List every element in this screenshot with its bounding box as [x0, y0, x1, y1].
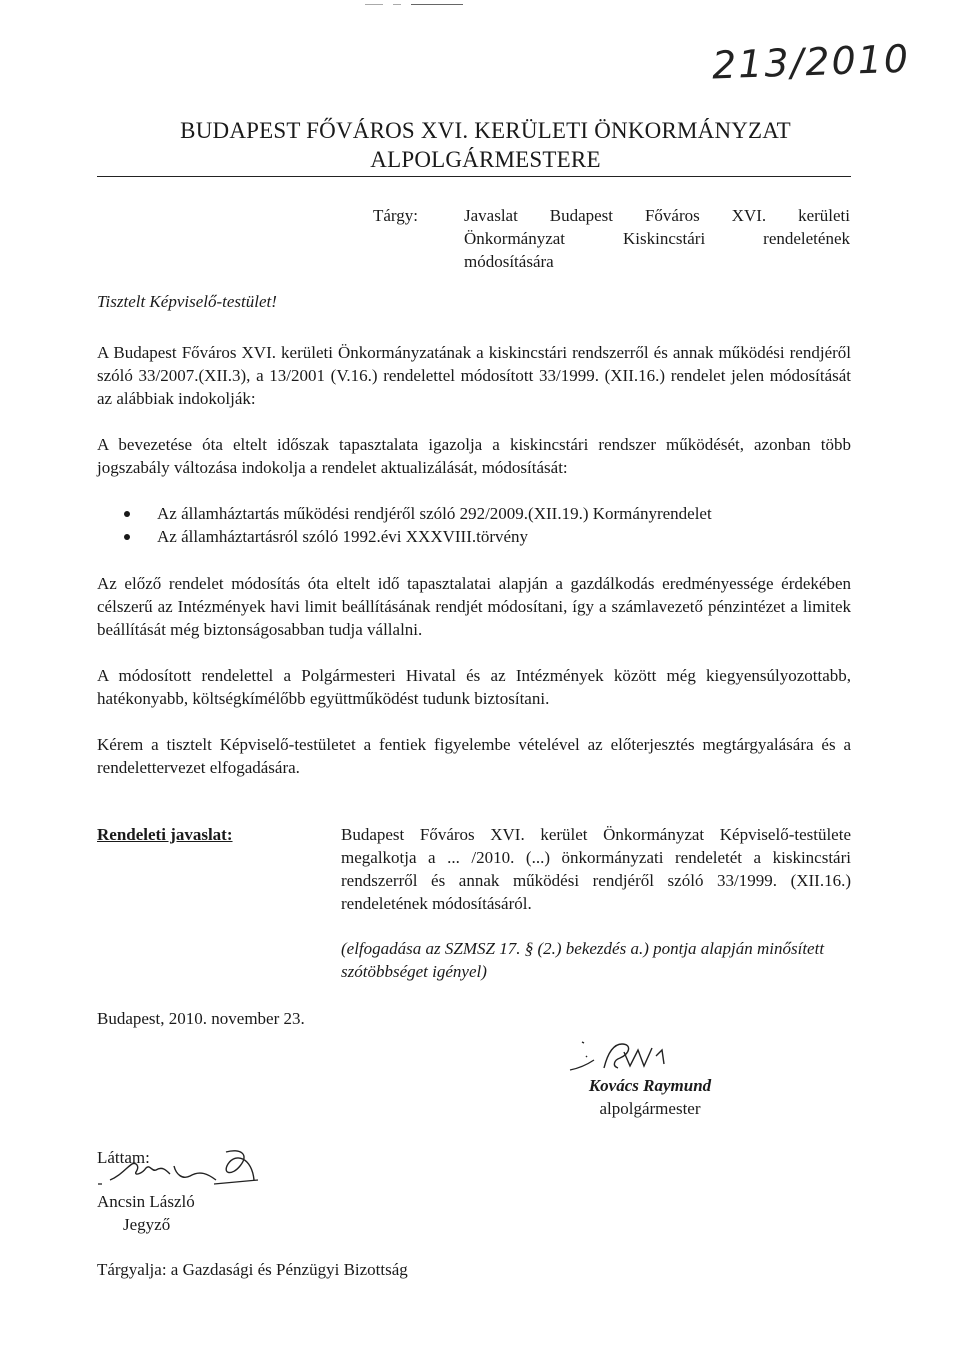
list-item-text: Az államháztartás működési rendjéről szóló 292/2009.(XII.19.) Kormányrendelet [157, 504, 712, 523]
signer-name: Kovács Raymund [588, 1076, 712, 1095]
list-item-text: Az államháztartásról szóló 1992.évi XXXVIII.törvény [157, 527, 529, 546]
list-item [124, 525, 844, 548]
seen-label: Láttam: [97, 1148, 150, 1167]
subject-line: módosítására [464, 252, 554, 271]
notary-title: Jegyző [123, 1215, 171, 1234]
handwritten-registry-number: 213/2010 [711, 36, 911, 88]
signature-mark [560, 1030, 740, 1078]
list-item [124, 502, 844, 525]
organization-name: BUDAPEST FŐVÁROS XVI. KERÜLETI ÖNKORMÁNYZAT [180, 118, 791, 143]
agenda-note: Tárgyalja: a Gazdasági és Pénzügyi Bizottság [97, 1260, 408, 1279]
organization-office: ALPOLGÁRMESTERE [370, 147, 601, 172]
salutation: Tisztelt Képviselő-testület! [97, 292, 277, 311]
bullet-icon [124, 534, 130, 540]
paragraph-intro: A Budapest Főváros XVI. kerületi Önkormányzatának a kiskincstári rendszerről és annak működési rendjéről szóló 33/2007.(XII.3), a 13/2001 (V.16.) rendelettel módosított 33/1999. (XII.16.) rendelet jelen módosítását az alábbiak indokolják: [97, 343, 851, 408]
adoption-note: (elfogadása az SZMSZ 17. § (2.) bekezdés a.) pontja alapján minősített szótöbbséget igényel) [341, 939, 825, 981]
paragraph-previous: Az előző rendelet módosítás óta eltelt idő tapasztalatai alapján a gazdálkodás eredményessége érdekében célszerű az Intézmények havi limit beállításának rendjét módosítani, így a számlavezető pénzintézet a limitek beállítását még biztonságosabban tudja vállalni. [97, 574, 851, 639]
proposal-heading: Rendeleti javaslat: [97, 825, 233, 844]
subject-line: Önkormányzat Kiskincstári rendeletének [464, 229, 850, 248]
legislation-list [124, 502, 844, 548]
proposal-text: Budapest Főváros XVI. kerület Önkormányzat Képviselő-testülete megalkotja a ... /2010. (...) önkormányzati rendeletét a kiskincstári rendszerről és annak működési rendjéről szóló 33/1999. (XII.16.) rendeletének módosításáról. [341, 825, 851, 913]
notary-name: Ancsin László [97, 1192, 195, 1211]
subject-text [464, 204, 850, 273]
place-date: Budapest, 2010. november 23. [97, 1009, 305, 1028]
paragraph-period: A bevezetése óta eltelt időszak tapasztalata igazolja a kiskincstári rendszer működését, azonban több jogszabály változása indokolja a rendelet aktualizálását, módosítását: [97, 435, 851, 477]
signer-title: alpolgármester [599, 1099, 701, 1118]
paragraph-request: Kérem a tisztelt Képviselő-testületet a fentiek figyelembe vételével az előterjesztés megtárgyalására és a rendelettervezet elfogadására. [97, 735, 851, 777]
header-rule [97, 176, 851, 177]
bullet-icon [124, 511, 130, 517]
paragraph-modified: A módosított rendelettel a Polgármesteri Hivatal és az Intézmények között még kiegyensúlyozottabb, hatékonyabb, költségkímélőbb együttműködést tudunk biztosítani. [97, 666, 851, 708]
page-top-marks [365, 4, 475, 6]
subject-line: Javaslat Budapest Főváros XVI. kerületi [464, 206, 850, 225]
subject-label: Tárgy: [373, 206, 419, 225]
